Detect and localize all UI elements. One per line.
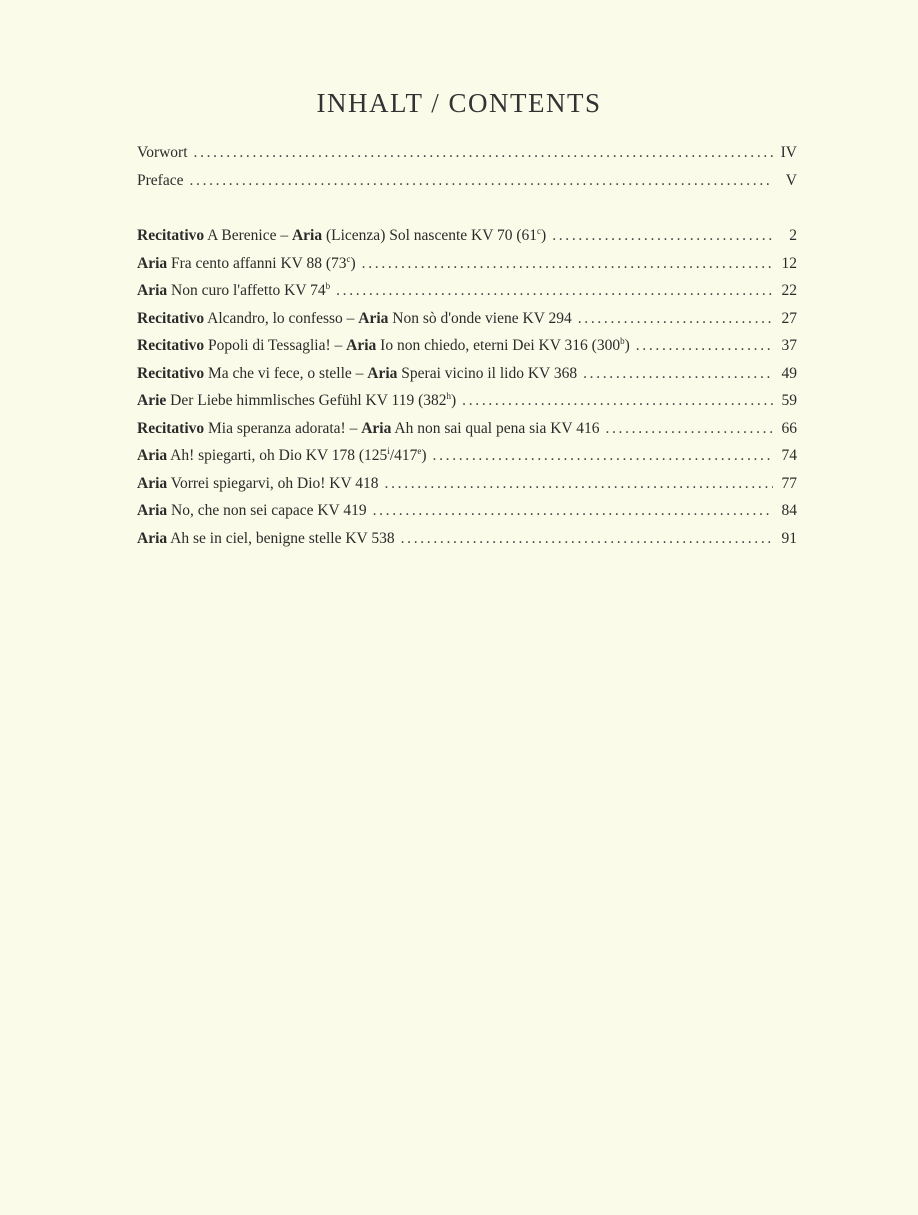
toc-page-number: V [785, 171, 797, 189]
toc-entry-label: Preface [137, 171, 184, 189]
toc-entry-type: Aria [137, 474, 168, 492]
toc-entry-label [137, 447, 427, 465]
toc-entry-label [137, 392, 456, 410]
toc-entry-type: Aria [346, 337, 377, 354]
toc-page-number: 37 [781, 337, 797, 354]
dot-leader [636, 337, 773, 355]
toc-entry-title: A Berenice – [207, 227, 289, 244]
toc-entry-title-end: ) [421, 447, 427, 464]
toc-row[interactable] [137, 530, 797, 558]
toc-entry-type: Recitativo [137, 337, 205, 354]
toc-entry-title: Non sò d'onde viene KV 294 [392, 309, 572, 327]
toc-entry-type: Aria [137, 282, 168, 299]
toc-page-number: 66 [781, 419, 797, 437]
toc-entry-title: Alcandro, lo confesso – [207, 309, 355, 327]
dot-leader [605, 420, 773, 438]
toc-page-number: 59 [781, 392, 797, 409]
dot-leader [336, 282, 773, 300]
toc-entry-title: Fra cento affanni KV 88 (73 [171, 254, 347, 272]
toc-entry-type: Arie [137, 392, 167, 409]
toc-row[interactable] [137, 365, 797, 393]
toc-row[interactable] [137, 392, 797, 420]
dot-leader [189, 172, 773, 190]
dot-leader [583, 365, 773, 383]
toc-entry-title: Vorrei spiegarvi, oh Dio! KV 418 [170, 474, 379, 492]
toc-entry-title: Ah! spiegarti, oh Dio KV 178 (125 [170, 447, 388, 464]
toc-entry-label [137, 502, 367, 520]
toc-row[interactable] [137, 255, 797, 283]
toc-entry-type: Recitativo [137, 309, 205, 327]
catalogue-superscript: c [346, 253, 351, 264]
toc-page-number: IV [780, 144, 797, 161]
toc-entry-label: Vorwort [137, 144, 188, 161]
toc-row[interactable] [137, 310, 797, 338]
toc-row[interactable] [137, 227, 797, 255]
toc-entry-type: Aria [137, 529, 168, 547]
dot-leader [433, 447, 773, 465]
toc-entry-title: Der Liebe himmlisches Gefühl KV 119 (382 [170, 392, 447, 409]
catalogue-superscript: b [325, 280, 331, 291]
toc-page-number: 12 [781, 254, 797, 272]
toc-page-number: 27 [781, 309, 797, 327]
toc-entry-title: Io non chiedo, eterni Dei KV 316 (300 [380, 337, 621, 354]
toc-page-number: 74 [781, 447, 797, 464]
toc-row[interactable] [137, 420, 797, 448]
toc-row[interactable] [137, 502, 797, 530]
toc-row[interactable] [137, 144, 797, 172]
catalogue-superscript: c [537, 225, 542, 236]
toc-entry-title: Non curo l'affetto KV 74 [171, 282, 326, 299]
dot-leader [462, 392, 773, 410]
dot-leader [385, 475, 773, 493]
catalogue-superscript: b [620, 335, 625, 346]
toc-entry-type: Recitativo [137, 364, 205, 382]
toc-row[interactable] [137, 282, 797, 310]
toc-entry-type: Aria [367, 364, 398, 382]
toc-entry-type: Aria [291, 227, 323, 244]
toc-main-list [137, 227, 797, 557]
toc-entry-type: Aria [137, 502, 168, 519]
dot-leader [194, 144, 773, 162]
toc-entry-label [137, 365, 577, 383]
toc-entry-title: No, che non sei capace KV 419 [171, 502, 367, 519]
catalogue-superscript: i [387, 445, 390, 456]
toc-entry-label [137, 337, 630, 355]
toc-entry-label [137, 282, 330, 300]
toc-entry-type: Recitativo [137, 419, 205, 437]
toc-entry-title-end: ) [451, 392, 457, 409]
toc-entry-type: Aria [137, 254, 168, 272]
toc-page-number: 77 [781, 474, 797, 492]
dot-leader [373, 502, 773, 520]
toc-row[interactable] [137, 475, 797, 503]
toc-entry-type: Aria [361, 419, 392, 437]
catalogue-superscript: h [446, 390, 451, 401]
toc-entry-label [137, 255, 356, 273]
toc-page-number: 84 [781, 502, 797, 519]
dot-leader [578, 310, 773, 328]
toc-row[interactable] [137, 172, 797, 200]
toc-entry-title: Popoli di Tessaglia! – [208, 337, 343, 354]
catalogue-superscript: e [417, 445, 422, 456]
toc-front-matter [137, 144, 797, 199]
toc-entry-title-end: ) [350, 254, 356, 272]
dot-leader [552, 227, 773, 245]
toc-entry-title-end: ) [541, 227, 547, 244]
toc-entry-label [137, 475, 379, 493]
toc-entry-title: Ma che vi fece, o stelle – [208, 364, 364, 382]
page-title: INHALT / CONTENTS [316, 88, 602, 118]
toc-entry-title: Sperai vicino il lido KV 368 [401, 364, 578, 382]
toc-page-number: 22 [781, 282, 797, 299]
toc-entry-type: Aria [137, 447, 168, 464]
toc-entry-label [137, 227, 546, 245]
toc-entry-label [137, 310, 572, 328]
toc-entry-label [137, 530, 395, 548]
dot-leader [401, 530, 773, 548]
toc-row[interactable] [137, 337, 797, 365]
toc-row[interactable] [137, 447, 797, 475]
toc-entry-type: Aria [358, 309, 389, 327]
toc-entry-title-end: ) [624, 337, 630, 354]
toc-entry-title-continued: /417 [389, 447, 418, 464]
toc-entry-label [137, 420, 599, 438]
toc-page-number: 2 [789, 227, 797, 244]
toc-entry-title: (Licenza) Sol nascente KV 70 (61 [325, 227, 538, 244]
toc-page-number: 49 [781, 364, 797, 382]
toc-page-number: 91 [781, 529, 797, 547]
toc-entry-title: Ah non sai qual pena sia KV 416 [394, 419, 600, 437]
toc-entry-title: Mia speranza adorata! – [208, 419, 358, 437]
toc-entry-type: Recitativo [137, 227, 205, 244]
toc-entry-title: Ah se in ciel, benigne stelle KV 538 [170, 529, 395, 547]
dot-leader [362, 255, 773, 273]
